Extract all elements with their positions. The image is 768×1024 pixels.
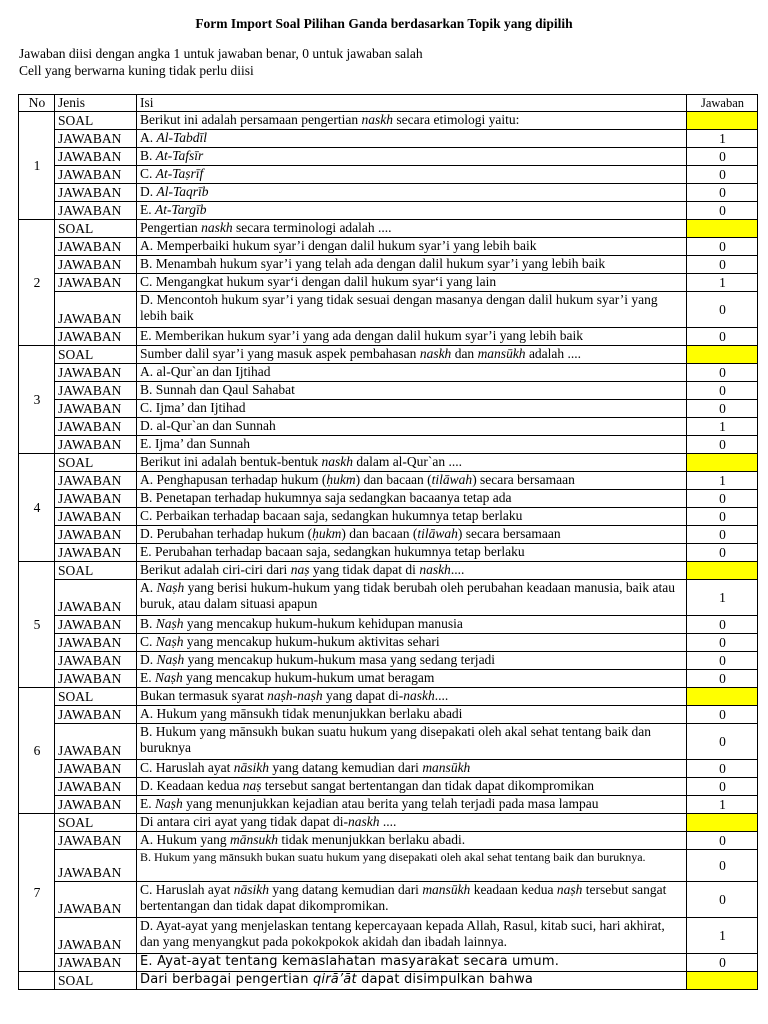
- row-type-cell: JAWABAN: [55, 526, 137, 544]
- answer-option-text: D. Mencontoh hukum syar’i yang tidak sesuai dengan masanya dengan dalil hukum syar’i yang lebih baik: [137, 292, 687, 328]
- answer-value: 0: [687, 166, 758, 184]
- answer-value: 0: [687, 436, 758, 454]
- row-type-cell: JAWABAN: [55, 382, 137, 400]
- answer-option-text: C. Haruslah ayat nāsikh yang datang kemudian dari mansūkh keadaan kedua naṣh tersebut sangat bertentangan dan tidak dapat dikompromikan.: [137, 882, 687, 918]
- answer-row: [19, 616, 758, 634]
- row-type-cell: JAWABAN: [55, 490, 137, 508]
- table-header-row: [19, 95, 758, 112]
- answer-value: 0: [687, 364, 758, 382]
- row-type-cell: JAWABAN: [55, 436, 137, 454]
- row-type-cell: JAWABAN: [55, 850, 137, 882]
- question-row: [19, 112, 758, 130]
- row-type-cell: SOAL: [55, 112, 137, 130]
- answer-option-text: E. Ijma’ dan Sunnah: [137, 436, 687, 454]
- row-type-cell: JAWABAN: [55, 130, 137, 148]
- answer-row: [19, 760, 758, 778]
- row-type-cell: JAWABAN: [55, 544, 137, 562]
- answer-row: [19, 130, 758, 148]
- row-type-cell: JAWABAN: [55, 184, 137, 202]
- answer-row: [19, 166, 758, 184]
- answer-option-text: A. Memperbaiki hukum syar’i dengan dalil hukum syar’i yang lebih baik: [137, 238, 687, 256]
- answer-row: [19, 832, 758, 850]
- row-type-cell: JAWABAN: [55, 238, 137, 256]
- answer-row: [19, 472, 758, 490]
- answer-value: 1: [687, 796, 758, 814]
- answer-value: 0: [687, 382, 758, 400]
- question-number: 6: [19, 688, 55, 814]
- row-type-cell: SOAL: [55, 688, 137, 706]
- question-text: Berikut ini adalah bentuk-bentuk naskh dalam al-Qur`an ....: [137, 454, 687, 472]
- answer-option-text: B. Menambah hukum syar’i yang telah ada dengan dalil hukum syar’i yang lebih baik: [137, 256, 687, 274]
- row-type-cell: SOAL: [55, 220, 137, 238]
- instruction-note-yellow: Cell yang berwarna kuning tidak perlu diisi: [19, 63, 254, 78]
- question-text: Sumber dalil syar’i yang masuk aspek pembahasan naskh dan mansūkh adalah ....: [137, 346, 687, 364]
- answer-option-text: A. Hukum yang mānsukh tidak menunjukkan berlaku abadi: [137, 706, 687, 724]
- answer-value: 0: [687, 616, 758, 634]
- row-type-cell: JAWABAN: [55, 954, 137, 972]
- question-row: [19, 688, 758, 706]
- answer-row: [19, 256, 758, 274]
- question-row: [19, 346, 758, 364]
- answer-option-text: A. Hukum yang mānsukh tidak menunjukkan berlaku abadi.: [137, 832, 687, 850]
- answer-option-text: D. Naṣh yang mencakup hukum-hukum masa yang sedang terjadi: [137, 652, 687, 670]
- answer-value: 0: [687, 724, 758, 760]
- answer-row: [19, 418, 758, 436]
- answer-value: 0: [687, 634, 758, 652]
- answer-row: [19, 292, 758, 328]
- answer-row: [19, 544, 758, 562]
- answer-option-text: E. Ayat-ayat tentang kemaslahatan masyarakat secara umum.: [137, 954, 687, 972]
- answer-row: [19, 184, 758, 202]
- question-text: Berikut ini adalah persamaan pengertian naskh secara etimologi yaitu:: [137, 112, 687, 130]
- answer-option-text: C. Naṣh yang mencakup hukum-hukum aktivitas sehari: [137, 634, 687, 652]
- row-type-cell: JAWABAN: [55, 328, 137, 346]
- answer-row: [19, 364, 758, 382]
- row-type-cell: JAWABAN: [55, 148, 137, 166]
- answer-value: 1: [687, 918, 758, 954]
- row-type-cell: JAWABAN: [55, 832, 137, 850]
- row-type-cell: JAWABAN: [55, 652, 137, 670]
- row-type-cell: JAWABAN: [55, 364, 137, 382]
- answer-row: [19, 238, 758, 256]
- answer-option-text: D. al-Qur`an dan Sunnah: [137, 418, 687, 436]
- answer-option-text: B. Penetapan terhadap hukumnya saja sedangkan bacaanya tetap ada: [137, 490, 687, 508]
- row-type-cell: SOAL: [55, 972, 137, 990]
- answer-value: 0: [687, 148, 758, 166]
- header-isi: Isi: [137, 95, 687, 112]
- answer-option-text: E. Naṣh yang menunjukkan kejadian atau berita yang telah terjadi pada masa lampau: [137, 796, 687, 814]
- row-type-cell: SOAL: [55, 814, 137, 832]
- answer-value: 0: [687, 202, 758, 220]
- answer-row: [19, 400, 758, 418]
- question-number: 7: [19, 814, 55, 972]
- answer-option-text: E. Memberikan hukum syar’i yang ada dengan dalil hukum syar’i yang lebih baik: [137, 328, 687, 346]
- answer-option-text: B. Naṣh yang mencakup hukum-hukum kehidupan manusia: [137, 616, 687, 634]
- answer-cell-highlighted: [687, 688, 758, 706]
- answer-option-text: C. Mengangkat hukum syar‘i dengan dalil hukum syar‘i yang lain: [137, 274, 687, 292]
- question-text: Dari berbagai pengertian qirā’āt dapat disimpulkan bahwa: [137, 972, 687, 990]
- answer-row: [19, 508, 758, 526]
- question-row: [19, 220, 758, 238]
- question-table: [18, 94, 758, 990]
- answer-option-text: D. Ayat-ayat yang menjelaskan tentang kepercayaan kepada Allah, Rasul, kitab suci, hari akhirat, dan yang menyangkut pada pokokpokok akidah dan ibadah lainnya.: [137, 918, 687, 954]
- row-type-cell: JAWABAN: [55, 202, 137, 220]
- question-text: Berikut adalah ciri-ciri dari naṣ yang tidak dapat di naskh....: [137, 562, 687, 580]
- answer-option-text: D. Al-Taqrīb: [137, 184, 687, 202]
- answer-option-text: C. Haruslah ayat nāsikh yang datang kemudian dari mansūkh: [137, 760, 687, 778]
- answer-value: 0: [687, 400, 758, 418]
- answer-option-text: E. Naṣh yang mencakup hukum-hukum umat beragam: [137, 670, 687, 688]
- row-type-cell: JAWABAN: [55, 418, 137, 436]
- answer-row: [19, 148, 758, 166]
- row-type-cell: JAWABAN: [55, 634, 137, 652]
- answer-value: 0: [687, 184, 758, 202]
- answer-row: [19, 796, 758, 814]
- answer-value: 0: [687, 832, 758, 850]
- answer-value: 0: [687, 670, 758, 688]
- answer-value: 0: [687, 508, 758, 526]
- answer-value: 0: [687, 706, 758, 724]
- answer-value: 0: [687, 882, 758, 918]
- answer-option-text: E. Perubahan terhadap bacaan saja, sedangkan hukumnya tetap berlaku: [137, 544, 687, 562]
- answer-row: [19, 580, 758, 616]
- answer-option-text: C. At-Taṣrīf: [137, 166, 687, 184]
- question-row: [19, 972, 758, 990]
- row-type-cell: JAWABAN: [55, 274, 137, 292]
- question-row: [19, 562, 758, 580]
- answer-option-text: A. al-Qur`an dan Ijtihad: [137, 364, 687, 382]
- answer-cell-highlighted: [687, 562, 758, 580]
- answer-row: [19, 724, 758, 760]
- answer-value: 0: [687, 954, 758, 972]
- answer-row: [19, 634, 758, 652]
- row-type-cell: JAWABAN: [55, 706, 137, 724]
- row-type-cell: JAWABAN: [55, 580, 137, 616]
- row-type-cell: JAWABAN: [55, 918, 137, 954]
- answer-row: [19, 850, 758, 882]
- answer-value: 0: [687, 544, 758, 562]
- answer-value: 0: [687, 292, 758, 328]
- answer-row: [19, 882, 758, 918]
- question-number: 5: [19, 562, 55, 688]
- row-type-cell: JAWABAN: [55, 616, 137, 634]
- answer-value: 0: [687, 778, 758, 796]
- answer-value: 1: [687, 130, 758, 148]
- answer-row: [19, 670, 758, 688]
- row-type-cell: SOAL: [55, 562, 137, 580]
- answer-row: [19, 436, 758, 454]
- question-text: Di antara ciri ayat yang tidak dapat di-naskh ....: [137, 814, 687, 832]
- answer-row: [19, 954, 758, 972]
- answer-option-text: A. Penghapusan terhadap hukum (ḥukm) dan bacaan (tilāwah) secara bersamaan: [137, 472, 687, 490]
- question-number: 1: [19, 112, 55, 220]
- instruction-note-answer: Jawaban diisi dengan angka 1 untuk jawaban benar, 0 untuk jawaban salah: [19, 46, 423, 61]
- question-number: 3: [19, 346, 55, 454]
- answer-row: [19, 382, 758, 400]
- answer-option-text: D. Perubahan terhadap hukum (ḥukm) dan bacaan (tilāwah) secara bersamaan: [137, 526, 687, 544]
- row-type-cell: SOAL: [55, 346, 137, 364]
- table-body: [19, 112, 758, 990]
- answer-cell-highlighted: [687, 972, 758, 990]
- answer-row: [19, 652, 758, 670]
- answer-value: 0: [687, 256, 758, 274]
- header-jawaban: Jawaban: [687, 95, 758, 112]
- answer-value: 1: [687, 418, 758, 436]
- question-number: 2: [19, 220, 55, 346]
- row-type-cell: JAWABAN: [55, 796, 137, 814]
- answer-value: 1: [687, 472, 758, 490]
- answer-value: 1: [687, 580, 758, 616]
- answer-value: 1: [687, 274, 758, 292]
- question-number: [19, 972, 55, 990]
- answer-option-text: D. Keadaan kedua naṣ tersebut sangat bertentangan dan tidak dapat dikompromikan: [137, 778, 687, 796]
- answer-option-text: B. At-Tafsīr: [137, 148, 687, 166]
- row-type-cell: JAWABAN: [55, 724, 137, 760]
- answer-cell-highlighted: [687, 814, 758, 832]
- answer-row: [19, 274, 758, 292]
- answer-value: 0: [687, 328, 758, 346]
- answer-option-text: C. Ijma’ dan Ijtihad: [137, 400, 687, 418]
- row-type-cell: JAWABAN: [55, 472, 137, 490]
- question-row: [19, 454, 758, 472]
- answer-value: 0: [687, 652, 758, 670]
- answer-option-text: B. Sunnah dan Qaul Sahabat: [137, 382, 687, 400]
- row-type-cell: JAWABAN: [55, 256, 137, 274]
- answer-value: 0: [687, 238, 758, 256]
- answer-value: 0: [687, 760, 758, 778]
- question-text: Pengertian naskh secara terminologi adalah ....: [137, 220, 687, 238]
- answer-row: [19, 778, 758, 796]
- answer-row: [19, 490, 758, 508]
- answer-row: [19, 706, 758, 724]
- answer-option-text: A. Al-Tabdīl: [137, 130, 687, 148]
- row-type-cell: JAWABAN: [55, 760, 137, 778]
- row-type-cell: JAWABAN: [55, 670, 137, 688]
- answer-value: 0: [687, 850, 758, 882]
- answer-row: [19, 328, 758, 346]
- question-row: [19, 814, 758, 832]
- row-type-cell: JAWABAN: [55, 778, 137, 796]
- answer-option-text: E. At-Targīb: [137, 202, 687, 220]
- answer-row: [19, 526, 758, 544]
- answer-cell-highlighted: [687, 220, 758, 238]
- row-type-cell: JAWABAN: [55, 292, 137, 328]
- row-type-cell: JAWABAN: [55, 166, 137, 184]
- form-title: Form Import Soal Pilihan Ganda berdasarkan Topik yang dipilih: [195, 16, 573, 31]
- answer-cell-highlighted: [687, 346, 758, 364]
- answer-cell-highlighted: [687, 454, 758, 472]
- answer-row: [19, 918, 758, 954]
- answer-value: 0: [687, 526, 758, 544]
- answer-cell-highlighted: [687, 112, 758, 130]
- answer-option-text: B. Hukum yang mānsukh bukan suatu hukum yang disepakati oleh akal sehat tentang baik dan buruknya: [137, 724, 687, 760]
- row-type-cell: SOAL: [55, 454, 137, 472]
- row-type-cell: JAWABAN: [55, 400, 137, 418]
- answer-value: 0: [687, 490, 758, 508]
- question-number: 4: [19, 454, 55, 562]
- answer-option-text: C. Perbaikan terhadap bacaan saja, sedangkan hukumnya tetap berlaku: [137, 508, 687, 526]
- row-type-cell: JAWABAN: [55, 508, 137, 526]
- answer-option-text: A. Naṣh yang berisi hukum-hukum yang tidak berubah oleh perubahan keadaan manusia, baik atau buruk, atau dalam situasi apapun: [137, 580, 687, 616]
- row-type-cell: JAWABAN: [55, 882, 137, 918]
- header-no: No: [19, 95, 55, 112]
- answer-row: [19, 202, 758, 220]
- answer-option-text: B. Hukum yang mānsukh bukan suatu hukum yang disepakati oleh akal sehat tentang baik dan buruknya.: [137, 850, 687, 882]
- question-text: Bukan termasuk syarat naṣh-naṣh yang dapat di-naskh....: [137, 688, 687, 706]
- header-jenis: Jenis: [55, 95, 137, 112]
